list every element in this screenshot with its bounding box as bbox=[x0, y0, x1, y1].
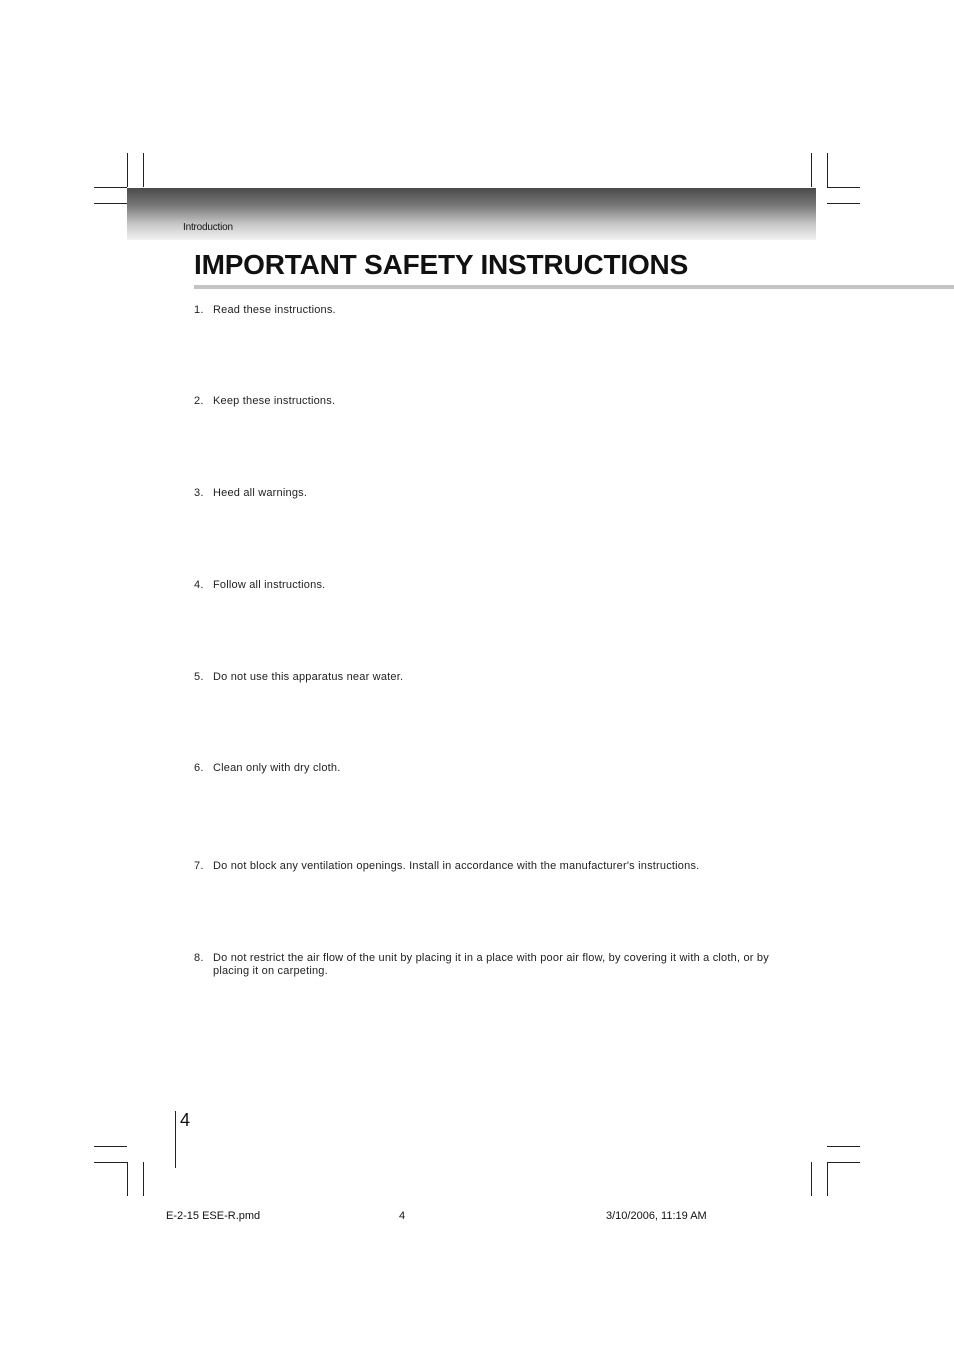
list-item bbox=[194, 304, 794, 317]
item-text: Keep these instructions. bbox=[213, 395, 336, 407]
item-text: Heed all warnings. bbox=[213, 487, 308, 499]
crop-mark bbox=[827, 203, 860, 204]
list-item bbox=[194, 671, 794, 684]
crop-mark bbox=[94, 1146, 127, 1147]
crop-mark bbox=[94, 187, 127, 188]
list-item bbox=[194, 762, 794, 775]
crop-mark bbox=[827, 1162, 860, 1163]
footer-timestamp: 3/10/2006, 11:19 AM bbox=[606, 1210, 707, 1222]
footer-filename: E-2-15 ESE-R.pmd bbox=[166, 1210, 261, 1222]
item-number: 7. bbox=[194, 860, 204, 872]
page-number: 4 bbox=[180, 1110, 191, 1130]
list-item bbox=[194, 860, 794, 873]
crop-mark bbox=[811, 1162, 812, 1196]
crop-mark bbox=[827, 1162, 828, 1196]
list-item bbox=[194, 952, 794, 978]
item-number: 1. bbox=[194, 304, 204, 316]
footer-page: 4 bbox=[399, 1210, 406, 1222]
crop-mark bbox=[143, 153, 144, 187]
crop-mark bbox=[143, 1162, 144, 1196]
crop-mark bbox=[127, 1162, 128, 1196]
page-title: IMPORTANT SAFETY INSTRUCTIONS bbox=[194, 249, 689, 280]
section-label: Introduction bbox=[183, 222, 233, 233]
crop-mark bbox=[827, 187, 860, 188]
item-number: 6. bbox=[194, 762, 204, 774]
crop-mark bbox=[827, 153, 828, 187]
item-number: 3. bbox=[194, 487, 204, 499]
list-item bbox=[194, 487, 794, 500]
list-item bbox=[194, 395, 794, 408]
item-number: 4. bbox=[194, 579, 204, 591]
crop-mark bbox=[827, 1146, 860, 1147]
title-underline bbox=[194, 285, 954, 289]
item-number: 8. bbox=[194, 952, 204, 964]
crop-mark bbox=[94, 1162, 127, 1163]
item-text: Do not use this apparatus near water. bbox=[213, 671, 404, 683]
item-number: 5. bbox=[194, 671, 204, 683]
item-text: Do not block any ventilation openings. Install in accordance with the manufacturer's instructions. bbox=[213, 860, 700, 872]
item-number: 2. bbox=[194, 395, 204, 407]
list-item bbox=[194, 579, 794, 592]
item-text: Read these instructions. bbox=[213, 304, 336, 316]
crop-mark bbox=[127, 153, 128, 187]
crop-mark bbox=[94, 203, 127, 204]
page-number-rule bbox=[175, 1111, 176, 1168]
crop-mark bbox=[811, 153, 812, 187]
item-text: Clean only with dry cloth. bbox=[213, 762, 341, 774]
item-text: Do not restrict the air flow of the unit by placing it in a place with poor air flow, by covering it with a cloth, or by placing it on carpeting. bbox=[213, 952, 769, 977]
item-text: Follow all instructions. bbox=[213, 579, 326, 591]
